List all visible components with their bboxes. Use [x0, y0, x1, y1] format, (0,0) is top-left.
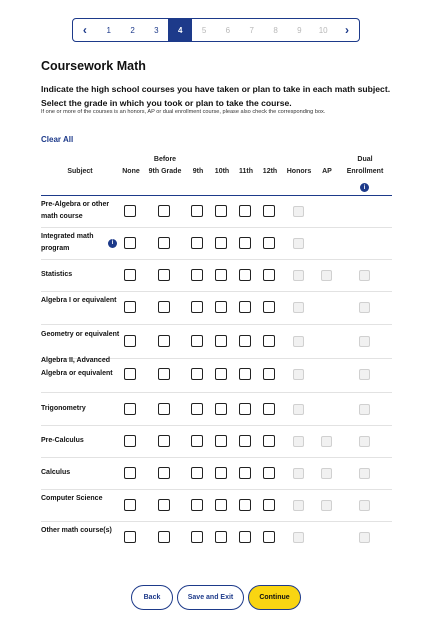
grade-checkbox-12th[interactable]: [263, 301, 275, 313]
grade-checkbox-10th[interactable]: [215, 237, 227, 249]
row-divider: [41, 457, 392, 458]
header-10th: 10th: [214, 168, 230, 175]
grade-checkbox-10th[interactable]: [215, 205, 227, 217]
page-9-button: 9: [297, 25, 302, 35]
course-subject-label: Computer Science: [41, 494, 103, 502]
grade-checkbox-11th[interactable]: [239, 403, 251, 415]
honors-checkbox: [293, 436, 304, 447]
grade-checkbox-11th[interactable]: [239, 435, 251, 447]
page-10-button: 10: [318, 25, 328, 35]
header-honors: Honors: [286, 168, 312, 175]
grade-checkbox-none[interactable]: [124, 531, 136, 543]
row-divider: [41, 324, 392, 325]
instructions: Indicate the high school courses you have taken or plan to take in each math subject. Select the grade in which you took or plan to take the course.: [41, 84, 391, 108]
course-subject-label: Geometry or equivalent: [41, 330, 120, 338]
page-5-button: 5: [201, 25, 207, 35]
grade-checkbox-11th[interactable]: [239, 237, 251, 249]
grade-checkbox-11th[interactable]: [239, 368, 251, 380]
grade-checkbox-12th[interactable]: [263, 205, 275, 217]
grade-checkbox-11th[interactable]: [239, 269, 251, 281]
grade-checkbox-11th[interactable]: [239, 467, 251, 479]
grade-checkbox-9th[interactable]: [191, 301, 203, 313]
course-subject-label: Trigonometry: [41, 404, 86, 412]
grade-checkbox-10th[interactable]: [215, 531, 227, 543]
grade-checkbox-9th[interactable]: [191, 335, 203, 347]
grade-checkbox-10th[interactable]: [215, 499, 227, 511]
ap-checkbox: [321, 468, 332, 479]
clear-all-link[interactable]: Clear All: [41, 135, 74, 144]
grade-checkbox-before-9th[interactable]: [158, 435, 170, 447]
grade-checkbox-12th[interactable]: [263, 269, 275, 281]
header-none: None: [122, 168, 140, 175]
row-divider: [41, 489, 392, 490]
grade-checkbox-12th[interactable]: [263, 467, 275, 479]
grade-checkbox-before-9th[interactable]: [158, 301, 170, 313]
page-3-button[interactable]: 3: [154, 25, 159, 35]
grade-checkbox-11th[interactable]: [239, 205, 251, 217]
grade-checkbox-none[interactable]: [124, 205, 136, 217]
grade-checkbox-before-9th[interactable]: [158, 467, 170, 479]
grade-checkbox-10th[interactable]: [215, 435, 227, 447]
prev-page-button[interactable]: ‹: [82, 23, 87, 37]
course-subject-label: Calculus: [41, 468, 71, 476]
ap-checkbox: [321, 270, 332, 281]
back-button[interactable]: Back: [131, 585, 173, 610]
grade-checkbox-12th[interactable]: [263, 335, 275, 347]
grade-checkbox-12th[interactable]: [263, 531, 275, 543]
grade-checkbox-9th[interactable]: [191, 205, 203, 217]
header-before-9th: Before 9th Grade: [148, 156, 182, 175]
grade-checkbox-10th[interactable]: [215, 269, 227, 281]
course-subject-label: Algebra I or equivalent: [41, 296, 117, 304]
grade-checkbox-before-9th[interactable]: [158, 205, 170, 217]
grade-checkbox-9th[interactable]: [191, 269, 203, 281]
honors-checkbox: [293, 302, 304, 313]
grade-checkbox-11th[interactable]: [239, 499, 251, 511]
grade-checkbox-none[interactable]: [124, 301, 136, 313]
honors-checkbox: [293, 532, 304, 543]
course-subject-label: Pre-Calculus: [41, 436, 84, 444]
honors-checkbox: [293, 369, 304, 380]
grade-checkbox-none[interactable]: [124, 237, 136, 249]
next-page-button[interactable]: ›: [345, 23, 350, 37]
dual-enrollment-info-icon[interactable]: i: [360, 179, 369, 197]
ap-checkbox: [321, 436, 332, 447]
page-7-button: 7: [249, 25, 254, 35]
page-8-button: 8: [273, 25, 278, 35]
grade-checkbox-before-9th[interactable]: [158, 499, 170, 511]
dual-enrollment-checkbox: [359, 369, 370, 380]
dual-enrollment-checkbox: [359, 336, 370, 347]
dual-enrollment-checkbox: [359, 404, 370, 415]
grade-checkbox-none[interactable]: [124, 335, 136, 347]
grade-checkbox-before-9th[interactable]: [158, 269, 170, 281]
grade-checkbox-12th[interactable]: [263, 237, 275, 249]
row-divider: [41, 227, 392, 228]
honors-checkbox: [293, 500, 304, 511]
course-subject-label: Statistics: [41, 270, 73, 278]
grade-checkbox-9th[interactable]: [191, 467, 203, 479]
grade-checkbox-10th[interactable]: [215, 403, 227, 415]
grade-checkbox-10th[interactable]: [215, 467, 227, 479]
grade-checkbox-12th[interactable]: [263, 403, 275, 415]
page-title: Coursework Math: [41, 59, 146, 73]
header-12th: 12th: [262, 168, 278, 175]
page-pagination: [72, 18, 360, 42]
grade-checkbox-10th[interactable]: [215, 368, 227, 380]
grade-checkbox-before-9th[interactable]: [158, 531, 170, 543]
honors-checkbox: [293, 238, 304, 249]
grade-checkbox-9th[interactable]: [191, 403, 203, 415]
grade-checkbox-9th[interactable]: [191, 368, 203, 380]
grade-checkbox-before-9th[interactable]: [158, 335, 170, 347]
grade-checkbox-9th[interactable]: [191, 237, 203, 249]
continue-button[interactable]: Continue: [248, 585, 301, 610]
header-subject: Subject: [67, 168, 93, 175]
grade-checkbox-none[interactable]: [124, 368, 136, 380]
grade-checkbox-before-9th[interactable]: [158, 403, 170, 415]
course-info-icon[interactable]: i: [108, 239, 117, 248]
grade-checkbox-12th[interactable]: [263, 499, 275, 511]
row-divider: [41, 291, 392, 292]
page-1-button[interactable]: 1: [106, 25, 111, 35]
header-9th: 9th: [192, 168, 204, 175]
page-2-button[interactable]: 2: [130, 25, 135, 35]
dual-enrollment-checkbox: [359, 532, 370, 543]
honors-checkbox: [293, 404, 304, 415]
save-and-exit-button[interactable]: Save and Exit: [177, 585, 244, 610]
row-divider: [41, 425, 392, 426]
honors-checkbox: [293, 336, 304, 347]
page-4-button[interactable]: 4: [168, 19, 192, 41]
ap-checkbox: [321, 500, 332, 511]
grade-checkbox-11th[interactable]: [239, 531, 251, 543]
header-ap: AP: [322, 168, 332, 175]
course-subject-label: Other math course(s): [41, 526, 112, 534]
page-6-button: 6: [225, 25, 231, 35]
header-dual-enrollment: Dual Enrollment: [346, 156, 384, 175]
grade-checkbox-12th[interactable]: [263, 435, 275, 447]
honors-note: If one or more of the courses is an honors, AP or dual enrollment course, please also check the corresponding box.: [41, 109, 326, 115]
grade-checkbox-9th[interactable]: [191, 499, 203, 511]
grade-checkbox-none[interactable]: [124, 435, 136, 447]
course-subject-label: Algebra II, Advanced Algebra or equivalent: [41, 357, 113, 377]
grade-checkbox-9th[interactable]: [191, 531, 203, 543]
row-divider: [41, 392, 392, 393]
dual-enrollment-checkbox: [359, 436, 370, 447]
grade-checkbox-none[interactable]: [124, 499, 136, 511]
grade-checkbox-12th[interactable]: [263, 368, 275, 380]
row-divider: [41, 259, 392, 260]
grade-checkbox-none[interactable]: [124, 467, 136, 479]
honors-checkbox: [293, 270, 304, 281]
dual-enrollment-checkbox: [359, 500, 370, 511]
honors-checkbox: [293, 468, 304, 479]
header-11th: 11th: [238, 168, 253, 175]
grade-checkbox-none[interactable]: [124, 269, 136, 281]
grade-checkbox-9th[interactable]: [191, 435, 203, 447]
course-subject-label: Integrated math program: [41, 232, 94, 252]
table-header-divider: [41, 195, 392, 196]
grade-checkbox-before-9th[interactable]: [158, 237, 170, 249]
dual-enrollment-checkbox: [359, 302, 370, 313]
row-divider: [41, 521, 392, 522]
grade-checkbox-before-9th[interactable]: [158, 368, 170, 380]
grade-checkbox-10th[interactable]: [215, 335, 227, 347]
course-subject-label: Pre-Algebra or other math course: [41, 200, 110, 220]
honors-checkbox: [293, 206, 304, 217]
grade-checkbox-11th[interactable]: [239, 301, 251, 313]
grade-checkbox-11th[interactable]: [239, 335, 251, 347]
dual-enrollment-checkbox: [359, 468, 370, 479]
dual-enrollment-checkbox: [359, 270, 370, 281]
grade-checkbox-10th[interactable]: [215, 301, 227, 313]
grade-checkbox-none[interactable]: [124, 403, 136, 415]
